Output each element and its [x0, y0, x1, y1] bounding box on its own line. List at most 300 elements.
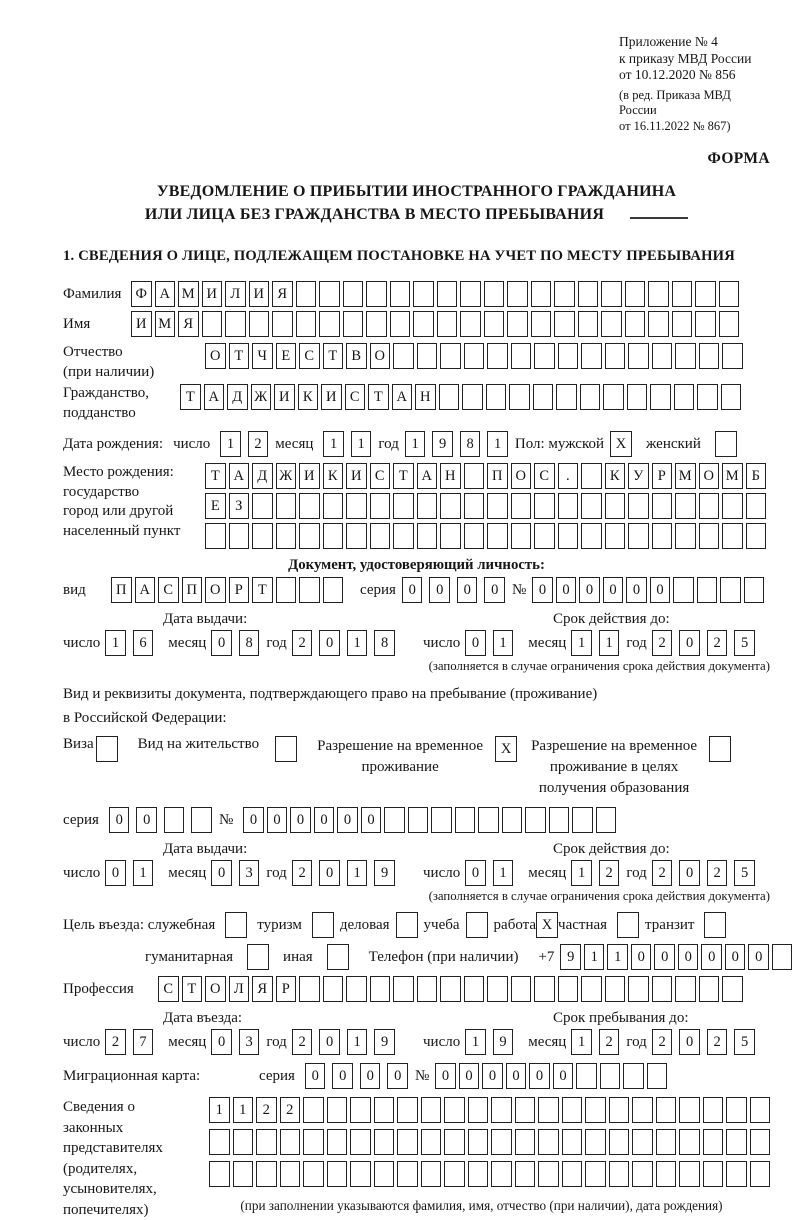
- form-cell[interactable]: [296, 311, 317, 337]
- form-cell[interactable]: [534, 523, 555, 549]
- residence-permit-checkbox[interactable]: [275, 736, 297, 762]
- form-cell[interactable]: [205, 523, 226, 549]
- form-cell[interactable]: С: [158, 976, 179, 1002]
- form-cell[interactable]: 2: [707, 860, 728, 886]
- form-cell[interactable]: [299, 577, 320, 603]
- form-cell[interactable]: 1: [571, 630, 592, 656]
- form-cell[interactable]: [417, 493, 438, 519]
- form-cell[interactable]: К: [298, 384, 319, 410]
- form-cell[interactable]: Ч: [252, 343, 273, 369]
- form-cell[interactable]: 0: [678, 944, 699, 970]
- form-cell[interactable]: [431, 807, 452, 833]
- form-cell[interactable]: [487, 976, 508, 1002]
- form-cell[interactable]: [675, 343, 696, 369]
- form-cell[interactable]: [581, 976, 602, 1002]
- form-cell[interactable]: [585, 1097, 606, 1123]
- form-cell[interactable]: [484, 281, 505, 307]
- form-cell[interactable]: [556, 384, 577, 410]
- form-cell[interactable]: [366, 281, 387, 307]
- form-cell[interactable]: [413, 311, 434, 337]
- form-cell[interactable]: [393, 523, 414, 549]
- form-cell[interactable]: 1: [487, 431, 508, 457]
- form-cell[interactable]: 0: [532, 577, 553, 603]
- form-cell[interactable]: З: [229, 493, 250, 519]
- form-cell[interactable]: 5: [734, 860, 755, 886]
- form-cell[interactable]: М: [722, 463, 743, 489]
- form-cell[interactable]: [515, 1129, 536, 1155]
- form-cell[interactable]: О: [511, 463, 532, 489]
- form-cell[interactable]: [280, 1161, 301, 1187]
- form-cell[interactable]: [533, 384, 554, 410]
- form-cell[interactable]: [350, 1129, 371, 1155]
- form-cell[interactable]: [487, 493, 508, 519]
- form-cell[interactable]: [628, 976, 649, 1002]
- form-cell[interactable]: [609, 1161, 630, 1187]
- form-cell[interactable]: 9: [374, 860, 395, 886]
- form-cell[interactable]: С: [158, 577, 179, 603]
- form-cell[interactable]: [486, 384, 507, 410]
- form-cell[interactable]: [507, 281, 528, 307]
- form-cell[interactable]: [722, 493, 743, 519]
- form-cell[interactable]: 2: [599, 860, 620, 886]
- temp-residence-checkbox[interactable]: X: [495, 736, 517, 762]
- form-cell[interactable]: [455, 807, 476, 833]
- form-cell[interactable]: [464, 463, 485, 489]
- form-cell[interactable]: [421, 1129, 442, 1155]
- form-cell[interactable]: [672, 311, 693, 337]
- form-cell[interactable]: Ф: [131, 281, 152, 307]
- form-cell[interactable]: [581, 493, 602, 519]
- form-cell[interactable]: 1: [347, 630, 368, 656]
- form-cell[interactable]: 0: [457, 577, 478, 603]
- form-cell[interactable]: 0: [484, 577, 505, 603]
- form-cell[interactable]: [601, 281, 622, 307]
- form-cell[interactable]: 0: [679, 860, 700, 886]
- form-cell[interactable]: [437, 311, 458, 337]
- form-cell[interactable]: [525, 807, 546, 833]
- form-cell[interactable]: 2: [707, 630, 728, 656]
- form-cell[interactable]: [460, 311, 481, 337]
- form-cell[interactable]: .: [558, 463, 579, 489]
- purpose-official-checkbox[interactable]: [225, 912, 247, 938]
- form-cell[interactable]: [509, 384, 530, 410]
- form-cell[interactable]: [276, 493, 297, 519]
- form-cell[interactable]: Р: [276, 976, 297, 1002]
- purpose-transit-checkbox[interactable]: [704, 912, 726, 938]
- form-cell[interactable]: Д: [252, 463, 273, 489]
- form-cell[interactable]: 0: [267, 807, 288, 833]
- form-cell[interactable]: [609, 1129, 630, 1155]
- form-cell[interactable]: 8: [460, 431, 481, 457]
- form-cell[interactable]: [531, 311, 552, 337]
- form-cell[interactable]: [538, 1097, 559, 1123]
- form-cell[interactable]: 8: [374, 630, 395, 656]
- form-cell[interactable]: О: [205, 343, 226, 369]
- form-cell[interactable]: 0: [679, 630, 700, 656]
- form-cell[interactable]: [296, 281, 317, 307]
- form-cell[interactable]: 1: [347, 1029, 368, 1055]
- form-cell[interactable]: П: [182, 577, 203, 603]
- form-cell[interactable]: [440, 976, 461, 1002]
- form-cell[interactable]: Т: [393, 463, 414, 489]
- form-cell[interactable]: [303, 1097, 324, 1123]
- form-cell[interactable]: [408, 807, 429, 833]
- form-cell[interactable]: [421, 1097, 442, 1123]
- form-cell[interactable]: [673, 577, 694, 603]
- form-cell[interactable]: П: [487, 463, 508, 489]
- form-cell[interactable]: [303, 1161, 324, 1187]
- form-cell[interactable]: [623, 1063, 644, 1089]
- form-cell[interactable]: [350, 1161, 371, 1187]
- form-cell[interactable]: 1: [405, 431, 426, 457]
- form-cell[interactable]: [703, 1161, 724, 1187]
- form-cell[interactable]: 2: [652, 1029, 673, 1055]
- form-cell[interactable]: 0: [211, 630, 232, 656]
- form-cell[interactable]: [648, 311, 669, 337]
- purpose-business-checkbox[interactable]: [396, 912, 418, 938]
- form-cell[interactable]: [562, 1097, 583, 1123]
- form-cell[interactable]: [417, 976, 438, 1002]
- form-cell[interactable]: [534, 976, 555, 1002]
- form-cell[interactable]: [303, 1129, 324, 1155]
- form-cell[interactable]: 0: [319, 1029, 340, 1055]
- form-cell[interactable]: [699, 493, 720, 519]
- form-cell[interactable]: [191, 807, 212, 833]
- form-cell[interactable]: 0: [319, 630, 340, 656]
- form-cell[interactable]: 0: [529, 1063, 550, 1089]
- form-cell[interactable]: [515, 1161, 536, 1187]
- form-cell[interactable]: И: [346, 463, 367, 489]
- purpose-private-checkbox[interactable]: [617, 912, 639, 938]
- form-cell[interactable]: [374, 1097, 395, 1123]
- form-cell[interactable]: [346, 976, 367, 1002]
- form-cell[interactable]: С: [534, 463, 555, 489]
- form-cell[interactable]: Л: [225, 281, 246, 307]
- form-cell[interactable]: Л: [229, 976, 250, 1002]
- form-cell[interactable]: 0: [435, 1063, 456, 1089]
- form-cell[interactable]: 9: [560, 944, 581, 970]
- form-cell[interactable]: Д: [227, 384, 248, 410]
- form-cell[interactable]: 2: [652, 860, 673, 886]
- form-cell[interactable]: 1: [571, 1029, 592, 1055]
- form-cell[interactable]: [444, 1129, 465, 1155]
- form-cell[interactable]: С: [345, 384, 366, 410]
- form-cell[interactable]: [652, 493, 673, 519]
- form-cell[interactable]: [679, 1129, 700, 1155]
- form-cell[interactable]: 0: [332, 1063, 353, 1089]
- form-cell[interactable]: [397, 1129, 418, 1155]
- form-cell[interactable]: [393, 493, 414, 519]
- form-cell[interactable]: А: [392, 384, 413, 410]
- form-cell[interactable]: Н: [415, 384, 436, 410]
- form-cell[interactable]: [343, 311, 364, 337]
- form-cell[interactable]: [603, 384, 624, 410]
- form-cell[interactable]: [628, 523, 649, 549]
- form-cell[interactable]: Р: [229, 577, 250, 603]
- form-cell[interactable]: 2: [599, 1029, 620, 1055]
- form-cell[interactable]: [366, 311, 387, 337]
- form-cell[interactable]: П: [111, 577, 132, 603]
- form-cell[interactable]: [601, 311, 622, 337]
- form-cell[interactable]: [746, 493, 767, 519]
- form-cell[interactable]: [675, 523, 696, 549]
- form-cell[interactable]: Ж: [251, 384, 272, 410]
- form-cell[interactable]: [675, 976, 696, 1002]
- form-cell[interactable]: [460, 281, 481, 307]
- form-cell[interactable]: [697, 384, 718, 410]
- form-cell[interactable]: [511, 976, 532, 1002]
- form-cell[interactable]: [164, 807, 185, 833]
- form-cell[interactable]: [722, 343, 743, 369]
- form-cell[interactable]: [417, 523, 438, 549]
- form-cell[interactable]: Е: [276, 343, 297, 369]
- form-cell[interactable]: [462, 384, 483, 410]
- form-cell[interactable]: [511, 343, 532, 369]
- form-cell[interactable]: 0: [579, 577, 600, 603]
- form-cell[interactable]: 2: [248, 431, 269, 457]
- form-cell[interactable]: [695, 311, 716, 337]
- form-cell[interactable]: 1: [323, 431, 344, 457]
- form-cell[interactable]: [585, 1129, 606, 1155]
- form-cell[interactable]: [549, 807, 570, 833]
- form-cell[interactable]: 2: [292, 1029, 313, 1055]
- form-cell[interactable]: [699, 976, 720, 1002]
- form-cell[interactable]: Т: [205, 463, 226, 489]
- form-cell[interactable]: [468, 1129, 489, 1155]
- form-cell[interactable]: [772, 944, 793, 970]
- form-cell[interactable]: [581, 343, 602, 369]
- form-cell[interactable]: О: [370, 343, 391, 369]
- form-cell[interactable]: А: [229, 463, 250, 489]
- form-cell[interactable]: И: [299, 463, 320, 489]
- form-cell[interactable]: 0: [556, 577, 577, 603]
- form-cell[interactable]: [276, 523, 297, 549]
- form-cell[interactable]: [721, 384, 742, 410]
- form-cell[interactable]: [628, 343, 649, 369]
- form-cell[interactable]: [632, 1097, 653, 1123]
- form-cell[interactable]: 1: [493, 630, 514, 656]
- form-cell[interactable]: [656, 1129, 677, 1155]
- form-cell[interactable]: [605, 976, 626, 1002]
- purpose-other-checkbox[interactable]: [327, 944, 349, 970]
- form-cell[interactable]: [444, 1161, 465, 1187]
- form-cell[interactable]: [699, 343, 720, 369]
- form-cell[interactable]: 0: [679, 1029, 700, 1055]
- form-cell[interactable]: [625, 281, 646, 307]
- form-cell[interactable]: [502, 807, 523, 833]
- form-cell[interactable]: Т: [182, 976, 203, 1002]
- form-cell[interactable]: [319, 281, 340, 307]
- form-cell[interactable]: 2: [652, 630, 673, 656]
- form-cell[interactable]: 1: [133, 860, 154, 886]
- form-cell[interactable]: [562, 1161, 583, 1187]
- form-cell[interactable]: Т: [252, 577, 273, 603]
- form-cell[interactable]: [703, 1097, 724, 1123]
- form-cell[interactable]: 9: [374, 1029, 395, 1055]
- purpose-work-checkbox[interactable]: X: [536, 912, 558, 938]
- form-cell[interactable]: М: [178, 281, 199, 307]
- form-cell[interactable]: [393, 976, 414, 1002]
- form-cell[interactable]: 0: [109, 807, 130, 833]
- form-cell[interactable]: 1: [209, 1097, 230, 1123]
- form-cell[interactable]: [421, 1161, 442, 1187]
- form-cell[interactable]: [484, 311, 505, 337]
- form-cell[interactable]: 1: [347, 860, 368, 886]
- form-cell[interactable]: 2: [707, 1029, 728, 1055]
- form-cell[interactable]: [558, 976, 579, 1002]
- form-cell[interactable]: 1: [599, 630, 620, 656]
- temp-residence-education-checkbox[interactable]: [709, 736, 731, 762]
- form-cell[interactable]: 0: [631, 944, 652, 970]
- form-cell[interactable]: [609, 1097, 630, 1123]
- form-cell[interactable]: [652, 343, 673, 369]
- form-cell[interactable]: [722, 976, 743, 1002]
- form-cell[interactable]: А: [204, 384, 225, 410]
- form-cell[interactable]: У: [628, 463, 649, 489]
- form-cell[interactable]: 1: [607, 944, 628, 970]
- form-cell[interactable]: С: [299, 343, 320, 369]
- form-cell[interactable]: [726, 1129, 747, 1155]
- form-cell[interactable]: [596, 807, 617, 833]
- form-cell[interactable]: [390, 281, 411, 307]
- form-cell[interactable]: [299, 523, 320, 549]
- form-cell[interactable]: [413, 281, 434, 307]
- form-cell[interactable]: 0: [553, 1063, 574, 1089]
- form-cell[interactable]: И: [321, 384, 342, 410]
- form-cell[interactable]: 0: [429, 577, 450, 603]
- form-cell[interactable]: [323, 493, 344, 519]
- form-cell[interactable]: 3: [239, 1029, 260, 1055]
- form-cell[interactable]: 1: [220, 431, 241, 457]
- form-cell[interactable]: 1: [571, 860, 592, 886]
- form-cell[interactable]: 5: [734, 1029, 755, 1055]
- form-cell[interactable]: [370, 976, 391, 1002]
- form-cell[interactable]: 0: [725, 944, 746, 970]
- form-cell[interactable]: [319, 311, 340, 337]
- form-cell[interactable]: [444, 1097, 465, 1123]
- form-cell[interactable]: М: [155, 311, 176, 337]
- form-cell[interactable]: 2: [256, 1097, 277, 1123]
- form-cell[interactable]: Н: [440, 463, 461, 489]
- form-cell[interactable]: [750, 1129, 771, 1155]
- form-cell[interactable]: 0: [136, 807, 157, 833]
- form-cell[interactable]: [703, 1129, 724, 1155]
- form-cell[interactable]: [656, 1097, 677, 1123]
- form-cell[interactable]: [647, 1063, 668, 1089]
- form-cell[interactable]: [464, 493, 485, 519]
- form-cell[interactable]: [581, 523, 602, 549]
- form-cell[interactable]: Т: [323, 343, 344, 369]
- form-cell[interactable]: Е: [205, 493, 226, 519]
- form-cell[interactable]: 6: [133, 630, 154, 656]
- form-cell[interactable]: 2: [105, 1029, 126, 1055]
- form-cell[interactable]: [327, 1161, 348, 1187]
- form-cell[interactable]: К: [323, 463, 344, 489]
- purpose-humanitarian-checkbox[interactable]: [247, 944, 269, 970]
- form-cell[interactable]: [554, 281, 575, 307]
- form-cell[interactable]: И: [249, 281, 270, 307]
- form-cell[interactable]: 5: [734, 630, 755, 656]
- form-cell[interactable]: [605, 343, 626, 369]
- form-cell[interactable]: [600, 1063, 621, 1089]
- form-cell[interactable]: [491, 1161, 512, 1187]
- form-cell[interactable]: М: [675, 463, 696, 489]
- form-cell[interactable]: [650, 384, 671, 410]
- form-cell[interactable]: [252, 523, 273, 549]
- form-cell[interactable]: [439, 384, 460, 410]
- form-cell[interactable]: [558, 343, 579, 369]
- form-cell[interactable]: 0: [459, 1063, 480, 1089]
- form-cell[interactable]: 3: [239, 860, 260, 886]
- form-cell[interactable]: 0: [314, 807, 335, 833]
- form-cell[interactable]: [726, 1161, 747, 1187]
- form-cell[interactable]: [625, 311, 646, 337]
- form-cell[interactable]: [299, 493, 320, 519]
- form-cell[interactable]: Б: [746, 463, 767, 489]
- form-cell[interactable]: [346, 523, 367, 549]
- form-cell[interactable]: [370, 493, 391, 519]
- form-cell[interactable]: [397, 1097, 418, 1123]
- form-cell[interactable]: [605, 523, 626, 549]
- form-cell[interactable]: [558, 493, 579, 519]
- form-cell[interactable]: 0: [290, 807, 311, 833]
- form-cell[interactable]: [511, 523, 532, 549]
- form-cell[interactable]: 0: [211, 860, 232, 886]
- form-cell[interactable]: И: [131, 311, 152, 337]
- form-cell[interactable]: И: [202, 281, 223, 307]
- form-cell[interactable]: [249, 311, 270, 337]
- form-cell[interactable]: 0: [105, 860, 126, 886]
- form-cell[interactable]: [554, 311, 575, 337]
- form-cell[interactable]: [233, 1161, 254, 1187]
- form-cell[interactable]: [374, 1129, 395, 1155]
- gender-male-checkbox[interactable]: X: [610, 431, 632, 457]
- form-cell[interactable]: [440, 523, 461, 549]
- form-cell[interactable]: [585, 1161, 606, 1187]
- form-cell[interactable]: 0: [402, 577, 423, 603]
- form-cell[interactable]: 0: [387, 1063, 408, 1089]
- form-cell[interactable]: [538, 1161, 559, 1187]
- form-cell[interactable]: [487, 343, 508, 369]
- form-cell[interactable]: [229, 523, 250, 549]
- form-cell[interactable]: 0: [654, 944, 675, 970]
- form-cell[interactable]: [390, 311, 411, 337]
- form-cell[interactable]: 8: [239, 630, 260, 656]
- form-cell[interactable]: [397, 1161, 418, 1187]
- form-cell[interactable]: [323, 976, 344, 1002]
- form-cell[interactable]: [744, 577, 765, 603]
- form-cell[interactable]: [572, 807, 593, 833]
- form-cell[interactable]: 0: [305, 1063, 326, 1089]
- form-cell[interactable]: 0: [243, 807, 264, 833]
- form-cell[interactable]: Р: [652, 463, 673, 489]
- form-cell[interactable]: [276, 577, 297, 603]
- form-cell[interactable]: 2: [280, 1097, 301, 1123]
- form-cell[interactable]: 0: [506, 1063, 527, 1089]
- form-cell[interactable]: А: [417, 463, 438, 489]
- form-cell[interactable]: [209, 1129, 230, 1155]
- form-cell[interactable]: [511, 493, 532, 519]
- form-cell[interactable]: 9: [432, 431, 453, 457]
- gender-female-checkbox[interactable]: [715, 431, 737, 457]
- form-cell[interactable]: [538, 1129, 559, 1155]
- form-cell[interactable]: [580, 384, 601, 410]
- form-cell[interactable]: [750, 1097, 771, 1123]
- form-cell[interactable]: [699, 523, 720, 549]
- form-cell[interactable]: [656, 1161, 677, 1187]
- form-cell[interactable]: [491, 1129, 512, 1155]
- form-cell[interactable]: Я: [252, 976, 273, 1002]
